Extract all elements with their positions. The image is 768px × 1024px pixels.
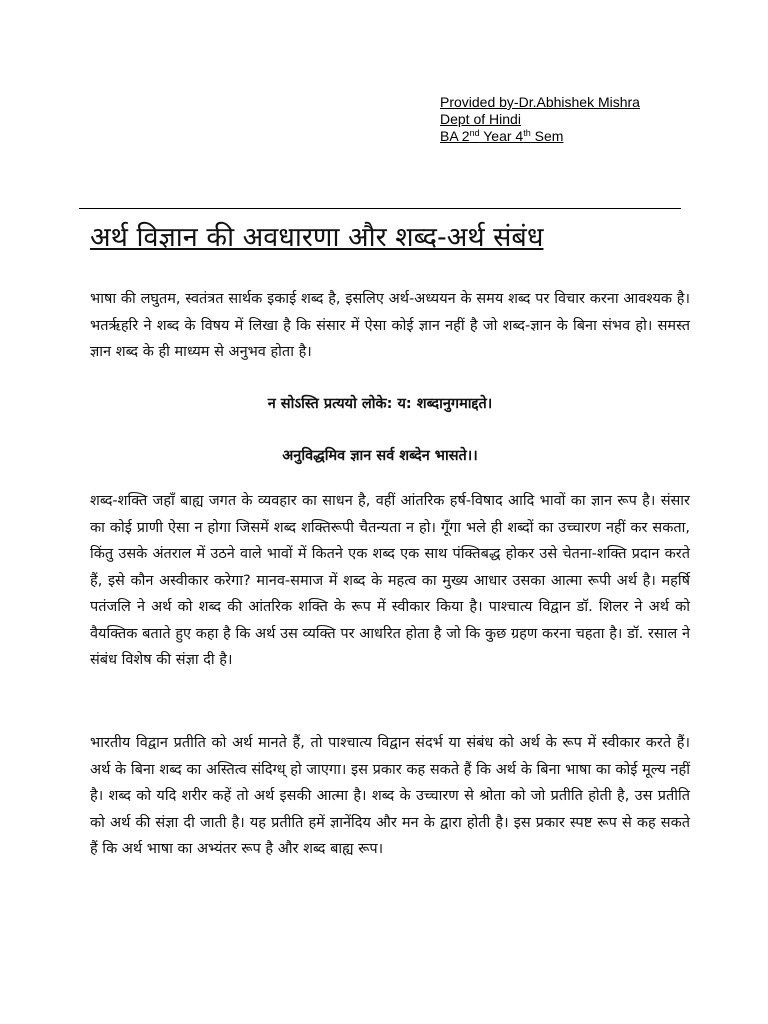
horizontal-divider [79,208,681,209]
provider-course [440,128,640,145]
course-prefix: BA 2 [440,128,470,144]
course-sup-th: th [523,128,531,138]
provider-block [440,94,640,145]
provider-name: Provided by-Dr.Abhishek Mishra [440,94,640,110]
course-mid: Year 4 [479,128,524,144]
course-suffix: Sem [530,128,564,144]
document-title: अर्थ विज्ञान की अवधारणा और शब्द-अर्थ संबंध [90,222,544,253]
provider-department: Dept of Hindi [440,111,521,127]
shloka-line-2: अनुविद्धमिव ज्ञान सर्व शब्देन भासते।। [282,448,478,464]
course-sup-nd: nd [469,128,480,138]
shloka-line-1: न सोऽस्ति प्रत्ययो लोके: य: शब्दानुगमाद्दते। [267,396,493,412]
paragraph-intro: भाषा की लघुतम, स्वतंत्रत सार्थक इकाई शब्द है, इसलिए अर्थ-अध्ययन के समय शब्द पर विचार करना आवश्यक है। भतरृहरि ने शब्द के विषय में लिखा है कि संसार में ऐसा कोई ज्ञान नहीं है जो शब्द-ज्ञान के बिना संभव हो। समस्त ज्ञान शब्द के ही माध्यम से अनुभव होता है। [90,291,690,360]
paragraph-pratiti: भारतीय विद्वान प्रतीति को अर्थ मानते हैं, तो पाश्चात्य विद्वान संदर्भ या संबंध को अर्थ के रूप में स्वीकार करते हैं। अर्थ के बिना शब्द का अस्तित्व संदिग्ध् हो जाएगा। इस प्रकार कह सकते हैं कि अर्थ के बिना भाषा का कोई मूल्य नहीं है। शब्द को यदि शरीर कहें तो अर्थ इसकी आत्मा है। शब्द के उच्चारण से श्रोता को जो प्रतीति होती है, उस प्रतीति को अर्थ की संज्ञा दी जाती है। यह प्रतीति हमें ज्ञानेंदिय और मन के द्वारा होती है। इस प्रकार स्पष्ट रूप से कह सकते हैं कि अर्थ भाषा का अभ्यंतर रूप है और शब्द बाह्य रूप। [90,735,690,857]
paragraph-shabd-shakti: शब्द-शक्ति जहाँ बाह्य जगत के व्यवहार का साधन है, वहीं आंतरिक हर्ष-विषाद आदि भावों का ज्ञान रूप है। संसार का कोई प्राणी ऐसा न होगा जिसमें शब्द शक्तिरूपी चैतन्यता न हो। गूँगा भले ही शब्दों का उच्चारण नहीं कर सकता, किंतु उसके अंतराल में उठने वाले भावों में कितने एक शब्द एक साथ पंक्तिबद्ध होकर उसे चेतना-शक्ति प्रदान करते हैं, इसे कौन अस्वीकार करेगा? मानव-समाज में शब्द के महत्व का मुख्य आधार उसका आत्मा रूपी अर्थ है। महर्षि पतंजलि ने अर्थ को शब्द की आंतरिक शक्ति के रूप में स्वीकार किया है। पाश्चात्य विद्वान डॉ. शिलर ने अर्थ को वैयक्तिक बताते हुए कहा है कि अर्थ उस व्यक्ति पर आधरित होता है जो कि कुछ ग्रहण करना चहता है। डॉ. रसाल ने संबंध विशेष की संज्ञा दी है। [90,493,690,668]
